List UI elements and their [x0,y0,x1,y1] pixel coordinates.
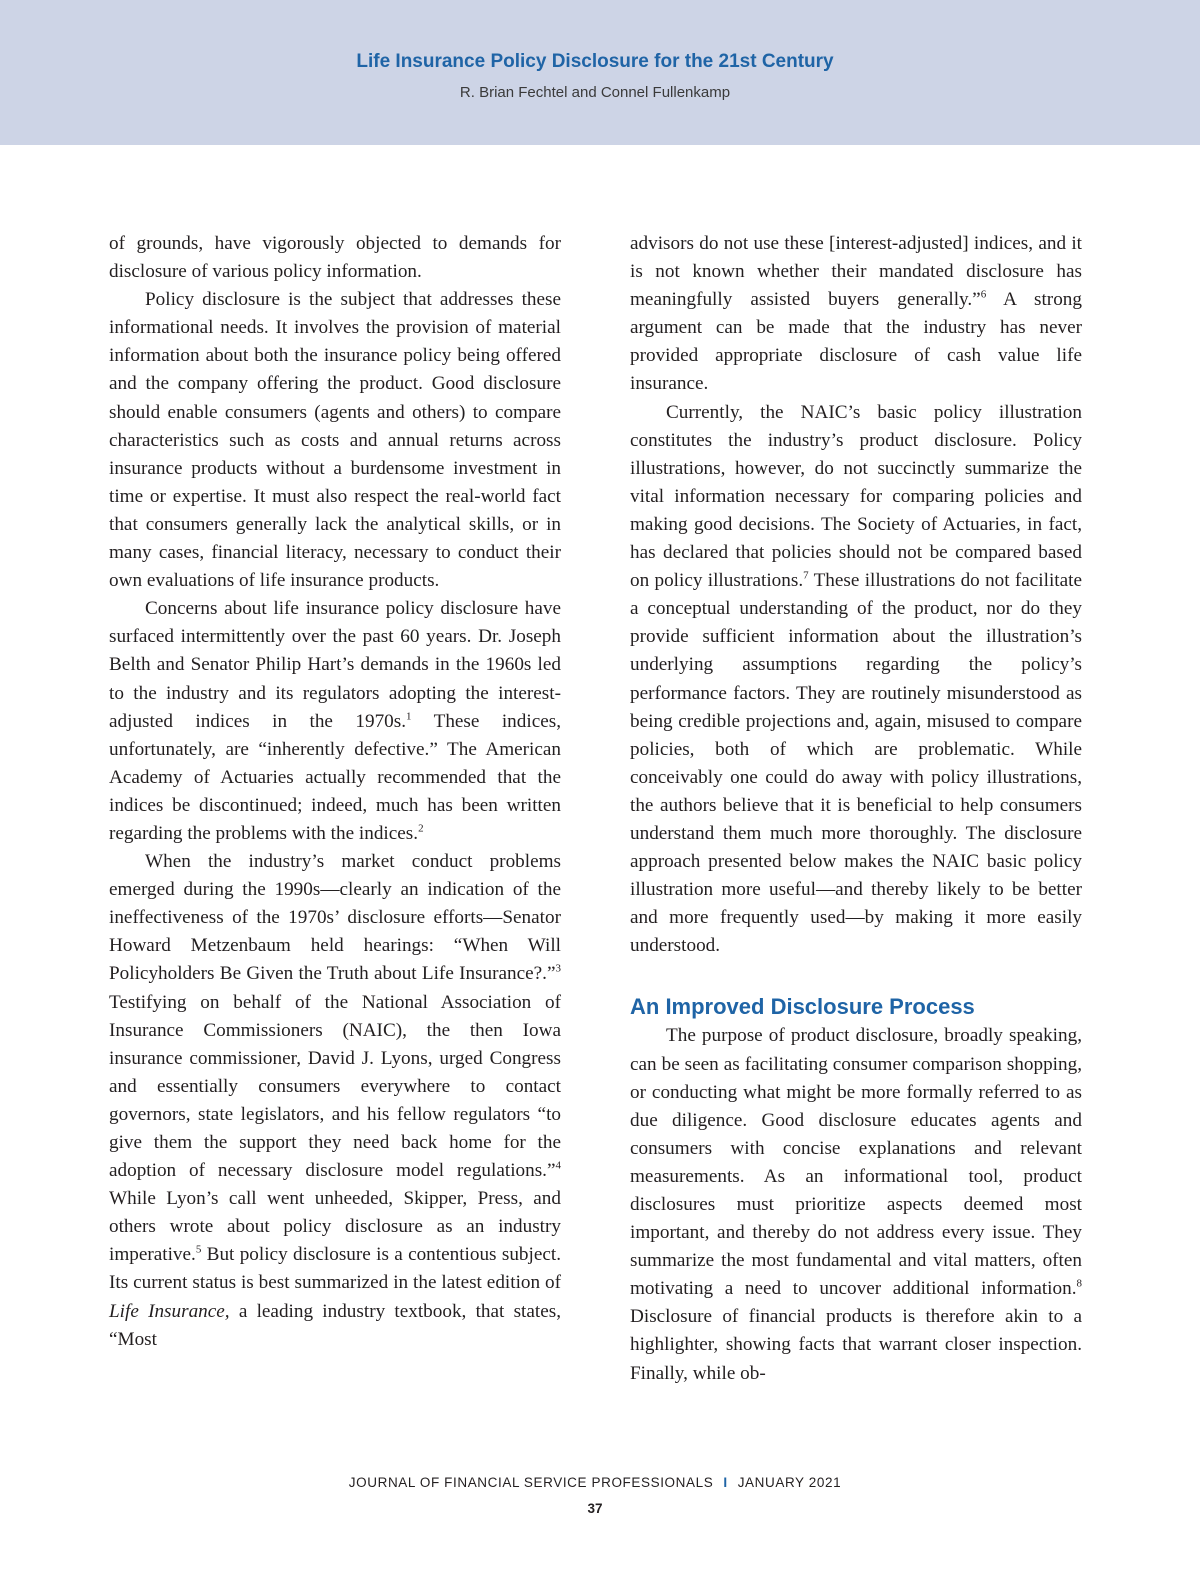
paragraph-text: of grounds, have vigorously objected to demands for disclosure of various policy information. [109,233,561,283]
footnote-ref: 5 [195,1243,202,1256]
footnote-ref: 4 [555,1159,561,1172]
paragraph [630,230,1082,399]
paragraph-text: While Lyon’s call went unheeded, Skipper, Press, and others wrote about policy disclosure as an industry imperative. [109,1188,561,1266]
paragraph [630,399,1082,961]
article-title: Life Insurance Policy Disclosure for the 21st Century [356,51,834,72]
footnote-ref: 8 [1076,1277,1082,1290]
paragraph [630,1022,1082,1387]
footnote-ref: 3 [555,963,561,976]
journal-name: JOURNAL OF FINANCIAL SERVICE PROFESSIONALS [348,1475,714,1490]
footer-separator: I [723,1475,728,1490]
paragraph-text: These illustrations do not facilitate a conceptual understanding of the product, nor do they provide sufficient information about the illustration’s underlying assumptions regarding the policy’s performance factors. They are routinely misunderstood as being credible projections and, again, misused to compare policies, both of which are problematic. While conceivably one could do away with policy illustrations, the authors believe that it is beneficial to help consumers understand them much more thoroughly. The disclosure approach presented below makes the NAIC basic policy illustration more useful—and thereby likely to be better and more frequently used—by making it more easily understood. [630,570,1082,957]
paragraph [109,848,561,1354]
paragraph [109,230,561,286]
footnote-ref: 1 [406,710,412,723]
paragraph-text: a leading industry textbook, that states, “Most [109,1300,561,1350]
footnote-ref: 2 [418,822,424,835]
book-title: Life Insurance, [109,1300,230,1322]
paragraph-text: When the industry’s market conduct problems emerged during the 1990s—clearly an indication of the ineffectiveness of the 1970s’ disclosure efforts—Senator Howard Metzenbaum held hearings: “When Will Policyholders Be Given the Truth about Life Insurance?.” [109,851,561,985]
paragraph-text: Disclosure of financial products is therefore akin to a highlighter, showing facts that warrant closer inspection. Finally, while ob- [630,1306,1082,1384]
right-column [630,230,1082,1388]
header-band [0,0,1200,145]
paragraph [109,286,561,595]
paragraph-text: Policy disclosure is the subject that addresses these informational needs. It involves the provision of material information about both the insurance policy being offered and the company offering the product. Good disclosure should enable consumers (agents and others) to compare characteristics such as costs and annual returns across insurance products without a burdensome investment in time or expertise. It must also respect the real-world fact that consumers generally lack the analytical skills, or in many cases, financial literacy, necessary to conduct their own evaluations of life insurance products. [109,289,561,592]
issue-date: JANUARY 2021 [737,1475,842,1490]
paragraph-text: These indices, unfortunately, are “inherently defective.” The American Academy of Actuaries actually recommended that the indices be discontinued; indeed, much has been written regarding the problems with the indices. [109,710,561,844]
paragraph-text: advisors do not use these [interest-adjusted] indices, and it is not known whether their mandated disclosure has meaningfully assisted buyers generally.” [630,233,1082,311]
paragraph-text: Concerns about life insurance policy disclosure have surfaced intermittently over the past 60 years. Dr. Joseph Belth and Senator Philip Hart’s demands in the 1960s led to the industry and its regulators adopting the interest-adjusted indices in the 1970s. [109,598,561,732]
paragraph [109,595,561,848]
left-column [109,230,561,1354]
paragraph-text: Testifying on behalf of the National Association of Insurance Commissioners (NAIC), the then Iowa insurance commissioner, David J. Lyons, urged Congress and essentially consumers everywhere to contact governors, state legislators, and his fellow regulators “to give them the support they need back home for the adoption of necessary disclosure model regulations.” [109,991,561,1182]
paragraph-text: Currently, the NAIC’s basic policy illustration constitutes the industry’s product disclosure. Policy illustrations, however, do not succinctly summarize the vital information necessary for comparing policies and making good decisions. The Society of Actuaries, in fact, has declared that policies should not be compared based on policy illustrations. [630,401,1082,592]
page-number: 37 [587,1501,603,1516]
section-heading: An Improved Disclosure Process [630,994,975,1020]
paragraph-text: The purpose of product disclosure, broadly speaking, can be seen as facilitating consumer comparison shopping, or conducting what might be more formally referred to as due diligence. Good disclosure educates agents and consumers with concise explanations and relevant measurements. As an informational tool, product disclosures must prioritize aspects deemed most important, and thereby do not address every issue. They summarize the most fundamental and vital matters, often motivating a need to uncover additional information. [630,1025,1082,1300]
paragraph-text: A strong argument can be made that the industry has never provided appropriate disclosure of cash value life insurance. [630,289,1082,395]
footnote-ref: 7 [803,569,809,582]
paragraph-text: But policy disclosure is a contentious subject. Its current status is best summarized in the latest edition of [109,1244,561,1294]
article-authors: R. Brian Fechtel and Connel Fullenkamp [459,84,731,101]
footnote-ref: 6 [980,288,987,301]
journal-footer [0,1475,1190,1490]
